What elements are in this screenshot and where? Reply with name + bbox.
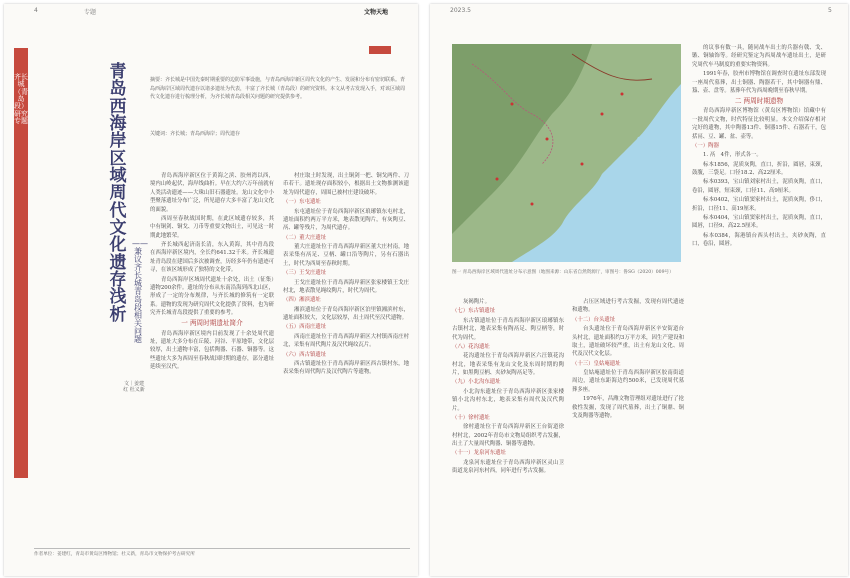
paragraph: 东屯遗址位于青岛西海岸新区琅琊镇东屯村北，遗址面积约两万平方米，地表散见陶片，有灰陶豆、鬲、罐等残片，为周代遗存。 <box>283 208 409 232</box>
issue-date: 2023.5 <box>450 7 471 14</box>
paragraph: 西南庄遗址位于青岛西海岸新区大村镇西南庄村北，采集有周代陶片及汉代绳纹瓦片。 <box>283 333 409 349</box>
map-graphic <box>452 44 681 262</box>
right-column-1 <box>452 298 564 570</box>
subheading: （三）王戈庄遗址 <box>283 270 327 277</box>
paragraph: 龙泉河东遗址位于青岛西海岸新区灵山卫街道龙泉河东村西，同年进行考古发掘。 <box>452 459 564 475</box>
right-page <box>430 4 848 576</box>
author-line: 文｜姜建红 杜义新 <box>123 381 145 393</box>
paragraph: 西周至春秋战国时期，在此区域遗存较多，其中有铜剑、铜戈、刀币等重要文物出土，可见这一时期此地繁荣。 <box>150 215 274 239</box>
paragraph: 花沟遗址位于青岛西海岸新区六汪镇花沟村北，地表采集有龙山文化及东周时期的陶片，如黑陶豆柄、夹砂灰陶鬲足等。 <box>452 353 564 376</box>
paragraph: 标本0402，宝山镇窦家村出土，泥质灰陶，侈口，折沿，口径11、高19厘米。 <box>692 197 826 212</box>
paragraph: 青岛西海岸新区境内目前发现了十余处周代遗址，遗址大多分布在丘陵、河谷、平原地带，文化层较厚，出土遗物丰富，包括陶器、石器、铜器等。这些遗址大多为西周至春秋战国时期的遗存，部分遗址延续至汉代。 <box>150 330 274 371</box>
paragraph: 灰褐陶片。 <box>463 299 490 305</box>
subheading: （二）董大庄遗址 <box>283 234 327 241</box>
paragraph: 东古镇遗址位于青岛西海岸新区琅琊镇东古镇村北，地表采集有陶鬲足、陶豆柄等，时代为周代。 <box>452 317 564 341</box>
abstract-text: 摘要：齐长城是中国先秦时期重要的边防军事设施，与青岛西海岸新区周代文化的产生、发展和分布有密切联系。青岛西海岸区域周代遗存以诸多遗址为代表，丰富了齐长城（青岛段）的研究资料。本文从考古发现入手，对该区域周代文化遗存进行梳理分析，为齐长城青岛段相关问题的研究提供参考。 <box>150 77 406 100</box>
article-title: 青岛西海岸区域周代文化遗存浅析 <box>109 62 127 325</box>
paragraph: 1976年，昌潍文物管理组对遗址进行了抢救性发掘，发现了周代墓葬，出土了铜鼎、铜戈及陶器等遗物。 <box>572 396 684 419</box>
subheading: （一）东屯遗址 <box>283 199 321 206</box>
site-distribution-map <box>452 44 681 262</box>
paragraph: 湘滨遗址位于青岛西海岸新区泊里镇湘滨村东，遗址面积较大，文化层较厚，出土周代至汉代遗物。 <box>283 306 409 321</box>
map-caption: 图一 青岛西海岸区域周代遗址分布示意图（地图来源：山东省自然资源厅，审图号：鲁SG（2020）009号） <box>452 270 674 275</box>
subheading: （十）徐村遗址 <box>452 414 490 421</box>
paragraph: 青岛西海岸区域周代遗址十余处，出土（征集）遗物200余件。遗址的分布从东南沿海到西北山区，形成了一定的分布规律，与齐长城的修筑有一定联系。遗物的发现为研究周代文化提供了资料，也为研究齐长城青岛段提供了重要的参考。 <box>150 276 274 316</box>
page-number: 4 <box>34 7 38 14</box>
section-header: 专题 <box>84 9 97 16</box>
paragraph: 标本0404，宝山镇窦家村出土，泥质灰陶，直口，圆唇，口径9、高22.5厘米。 <box>692 214 826 230</box>
paragraph: 1991年春，胶州市博物馆在调查时在遗址东部发现一座周代墓葬，出土铜器、陶器若干，其中铜器有鼎、簋、壶、盘等。墓葬年代为西周晚期至春秋早期。 <box>692 71 826 94</box>
keywords: 关键词：齐长城；青岛西海岸；周代遗存 <box>150 131 241 137</box>
subheading: （五）西南庄遗址 <box>283 324 327 331</box>
paragraph: 齐长城西起济南长清，东入黄海，其中青岛段在西海岸新区境内，全长约641.32千米。齐长城遗址青岛段在建国后多次被调查，历经多年仍有遗迹可寻，在该区域形成了独特的文化带。 <box>150 242 274 274</box>
paragraph: 标本0384，海港镇台西头村出土，夹砂灰陶，直口，卷沿，圆唇。 <box>692 232 826 248</box>
paragraph: 标本1856，泥质灰陶，直口，折沿，圆唇，束颈，鼓腹，三袋足。口径18.2、高22厘米。 <box>692 161 826 177</box>
right-column-3 <box>692 44 826 570</box>
paragraph: 西古镇遗址位于青岛西海岸新区西古镇村东，地表采集有周代陶片及汉代陶片等遗物。 <box>283 360 409 376</box>
subheading: （十三）皇姑庵遗址 <box>572 360 621 367</box>
journal-logo: 文物天地 <box>364 9 389 16</box>
paragraph: 标本0393，宝山镇刘家村出土，泥质灰陶，直口，卷沿，圆唇，短束颈，口径11、高9厘米。 <box>692 179 826 194</box>
subheading: （六）西古镇遗址 <box>283 351 327 358</box>
paragraph: 台头遗址位于青岛西海岸新区辛安街道台头村北，遗址面积约3万平方米，因生产建设和取土，遗址破坏较严重，出土有龙山文化、周代及汉代文化层。 <box>572 326 684 358</box>
paragraph: 占压区域进行考古发掘，发现有周代遗迹和遗物。 <box>572 299 684 314</box>
footnote: 作者单位：姜建红，青岛市黄岛区博物馆；杜义新，青岛市文物保护考古研究所 <box>34 548 410 557</box>
left-page <box>4 4 418 576</box>
topic-sidebar <box>14 48 28 478</box>
paragraph: 青岛西海岸新区博物馆（黄岛区博物馆）馆藏中有一批周代文物，时代特征比较明显。本文介绍保存相对完好的遗物，其中陶器13件、铜器15件、石器若干，包括鬲、豆、罐、盆、壶等。 <box>692 108 826 140</box>
corner-accent <box>369 46 391 54</box>
subheading: （十二）台头遗址 <box>572 316 616 323</box>
article-subtitle: ——兼议齐长城青岛段相关问题 <box>132 239 148 344</box>
sidebar-label: 齐长城（青岛段）研究专题 <box>14 73 28 126</box>
paragraph: 小北沟东遗址位于青岛西海岸新区张家楼镇小北沟村东北，地表采集有周代及汉代陶片。 <box>452 388 564 412</box>
paragraph: 徐村遗址位于青岛西海岸新区王台街道徐村村北，2002年青岛市文物局组织考古发掘，出土了大量周代陶器、铜器等遗物。 <box>452 424 564 447</box>
subheading: （十一）龙泉河东遗址 <box>452 450 506 457</box>
paragraph: 皇姑庵遗址位于青岛西海岸新区胶南街道周边，遗址东距海边约500米，已发现周代墓葬多座。 <box>572 370 684 393</box>
subheading: （九）小北沟东遗址 <box>452 379 501 386</box>
paragraph: 青岛西海岸新区位于黄海之滨、胶州湾以西，境内山岭起伏，海岸线曲折。早在大约六万年前就有人类活动遗迹——大珠山旧石器遗址。龙山文化中小型聚落遗址分布广泛，所见遗存大多丰富了龙山文化的面貌。 <box>150 173 274 213</box>
left-column-1 <box>150 172 274 544</box>
subheading: （七）东古镇遗址 <box>452 308 496 315</box>
paragraph: 1. 鬲 4件，形式各一。 <box>703 152 762 159</box>
right-column-2 <box>572 298 684 570</box>
section-heading: 二 两周时期遗物 <box>734 97 784 106</box>
section-heading: 一 两周时期遗址简介 <box>181 319 243 328</box>
left-column-2 <box>283 172 409 544</box>
paragraph: 的议事有数一具，随同战车出土的兵器有戟、戈、镞、铜轴饰等。经研究鉴定为西周战车遗址出土，是研究周代车马制度的重要实物资料。 <box>692 45 826 68</box>
page-number: 5 <box>828 7 832 14</box>
paragraph: 村庄取土时发现，出土铜剑一把、铜戈两件、刀币若干。遗址现存面积较小，根据出土文物推测该遗址为周代遗存，周围已被村庄建设破坏。 <box>283 173 409 196</box>
paragraph: 王戈庄遗址位于青岛西海岸新区张家楼镇王戈庄村北，地表散见绳纹陶片，时代为周代。 <box>283 279 409 294</box>
subheading: （四）湘滨遗址 <box>283 297 321 304</box>
paragraph: 董大庄遗址位于青岛西海岸新区董大庄村南，地表采集有鬲足、豆柄、罐口沿等陶片，另有石器出土，时代为西周至春秋时期。 <box>283 244 409 267</box>
subheading: （一）陶器 <box>692 142 719 149</box>
subheading: （八）花沟遗址 <box>452 343 490 350</box>
